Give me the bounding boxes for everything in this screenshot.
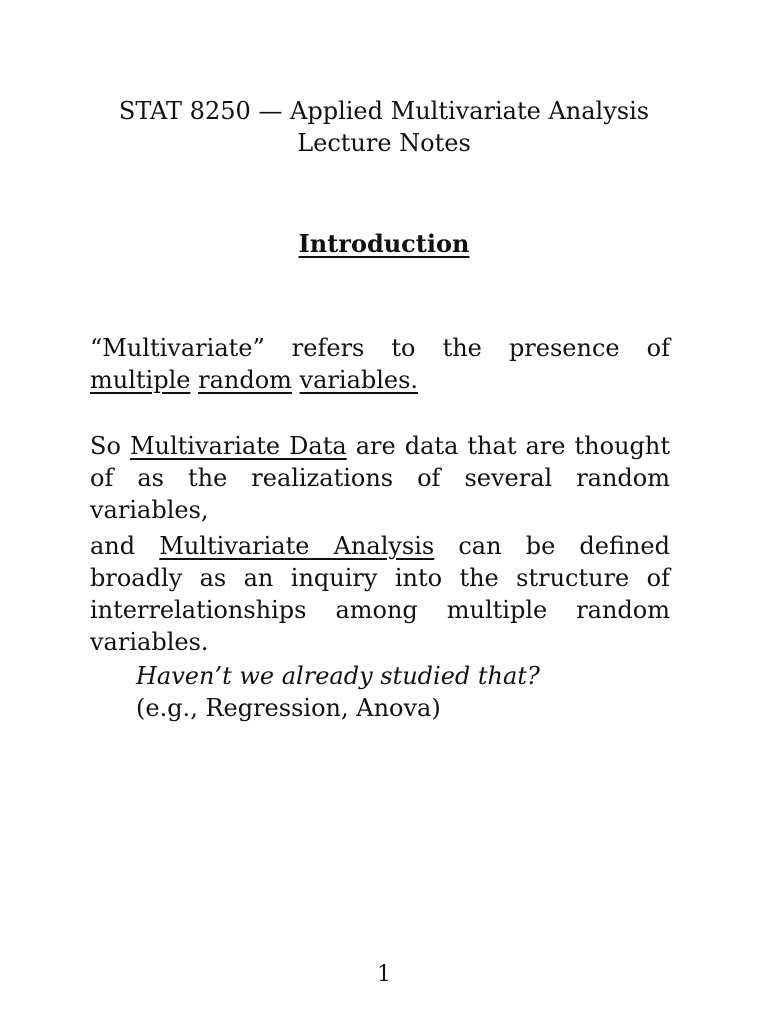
course-title: STAT 8250 — Applied Multivariate Analysis: [118, 97, 650, 125]
underlined-term-multiple: multiple: [90, 366, 191, 394]
aside-question-block: [136, 660, 540, 724]
aside-examples: (e.g., Regression, Anova): [136, 694, 441, 722]
paragraph-text: are data that are thought of as the realizations of several random variables,: [90, 432, 670, 524]
section-heading-text: Introduction: [298, 229, 470, 258]
section-heading: [0, 229, 768, 258]
paragraph-multivariate-data: [90, 430, 670, 526]
document-subtitle: Lecture Notes: [297, 129, 471, 157]
paragraph-multivariate-definition: [90, 332, 670, 396]
page-number: 1: [377, 962, 391, 987]
underlined-term-multivariate-analysis: Multivariate Analysis: [159, 532, 435, 560]
aside-question: Haven’t we already studied that?: [136, 662, 540, 690]
title-block: [0, 95, 768, 159]
underlined-term-random: random: [198, 366, 292, 394]
paragraph-text: can be defined broadly as an inquiry into the structure of interrelationships among multiple random variables.: [90, 532, 670, 656]
text-space: [292, 366, 300, 394]
paragraph-multivariate-analysis: [90, 530, 670, 658]
underlined-term-variables: variables.: [299, 366, 419, 394]
paragraph-text: and: [90, 532, 160, 560]
text-space: [190, 366, 198, 394]
underlined-term-multivariate-data: Multivariate Data: [129, 432, 347, 460]
paragraph-text: “Multivariate” refers to the presence of: [90, 334, 670, 362]
paragraph-text: So: [90, 432, 130, 460]
